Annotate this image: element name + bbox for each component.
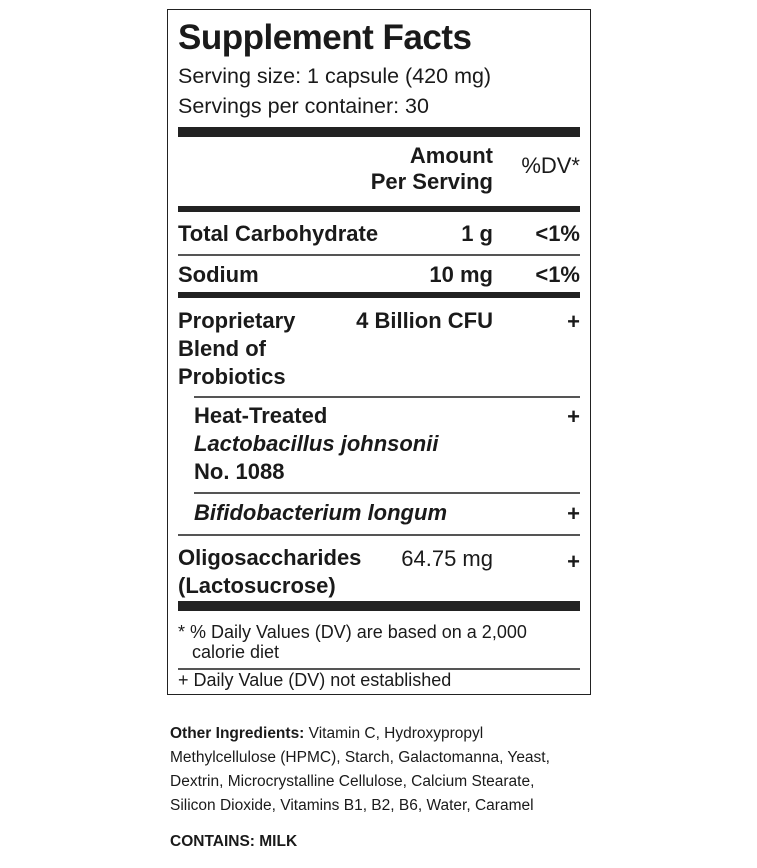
oligo-name-line1: Oligosaccharides (178, 545, 362, 570)
dv-footnote-line2: calorie diet (192, 642, 280, 662)
amount-header-line2: Per Serving (370, 169, 493, 194)
divider-thick-top (178, 127, 580, 137)
dv-footnote (178, 622, 527, 662)
divider-thick-bottom (178, 601, 580, 611)
blend-name-line1: Proprietary (178, 308, 296, 333)
panel-title: Supplement Facts (178, 18, 472, 57)
nutrient-name-carbohydrate: Total Carbohydrate (178, 221, 379, 246)
oligo-amount: 64.75 mg (401, 546, 493, 571)
nutrient-amount-carbohydrate: 1 g (461, 221, 493, 246)
oligo-name (178, 544, 361, 600)
divider-header (178, 206, 580, 212)
nutrient-amount-sodium: 10 mg (429, 262, 493, 287)
allergen-statement: CONTAINS: MILK (170, 833, 298, 850)
nutrient-dv-sodium: <1% (535, 262, 580, 287)
supplement-facts-panel (167, 9, 591, 695)
blend-dv: + (567, 309, 580, 334)
blend-name (178, 307, 295, 391)
dv-header: %DV* (521, 153, 580, 178)
blend-amount: 4 Billion CFU (356, 308, 493, 333)
component-lactobacillus (194, 402, 438, 486)
component-lactobacillus-line3: No. 1088 (194, 459, 285, 484)
blend-name-line3: Probiotics (178, 364, 286, 389)
divider-row (178, 534, 580, 536)
not-established-footnote: + Daily Value (DV) not established (178, 670, 452, 690)
other-ingredients-label: Other Ingredients: (170, 725, 305, 742)
other-ingredients (170, 722, 630, 818)
other-ingredients-line4: Silicon Dioxide, Vitamins B1, B2, B6, Water, Caramel (170, 797, 534, 814)
oligo-dv: + (567, 549, 580, 574)
divider-blend (178, 292, 580, 298)
nutrient-name-sodium: Sodium (178, 262, 259, 287)
divider-row (178, 254, 580, 256)
divider-component (194, 396, 580, 398)
component-bifidobacterium: Bifidobacterium longum (194, 500, 447, 525)
component-lactobacillus-dv: + (567, 404, 580, 429)
component-lactobacillus-line2: Lactobacillus johnsonii (194, 431, 439, 456)
other-ingredients-line2: Methylcellulose (HPMC), Starch, Galactomanna, Yeast, (170, 749, 550, 766)
amount-per-serving-header (371, 143, 493, 195)
oligo-name-line2: (Lactosucrose) (178, 573, 336, 598)
nutrient-dv-carbohydrate: <1% (535, 221, 580, 246)
serving-size: Serving size: 1 capsule (420 mg) (178, 64, 492, 88)
component-bifidobacterium-dv: + (567, 501, 580, 526)
other-ingredients-line3: Dextrin, Microcrystalline Cellulose, Calcium Stearate, (170, 773, 535, 790)
servings-per-container: Servings per container: 30 (178, 94, 429, 118)
divider-component (194, 492, 580, 494)
dv-footnote-line1: * % Daily Values (DV) are based on a 2,000 (178, 622, 527, 642)
amount-header-line1: Amount (409, 143, 493, 168)
component-lactobacillus-line1: Heat-Treated (194, 403, 328, 428)
other-ingredients-line1: Vitamin C, Hydroxypropyl (304, 725, 484, 742)
blend-name-line2: Blend of (178, 336, 266, 361)
